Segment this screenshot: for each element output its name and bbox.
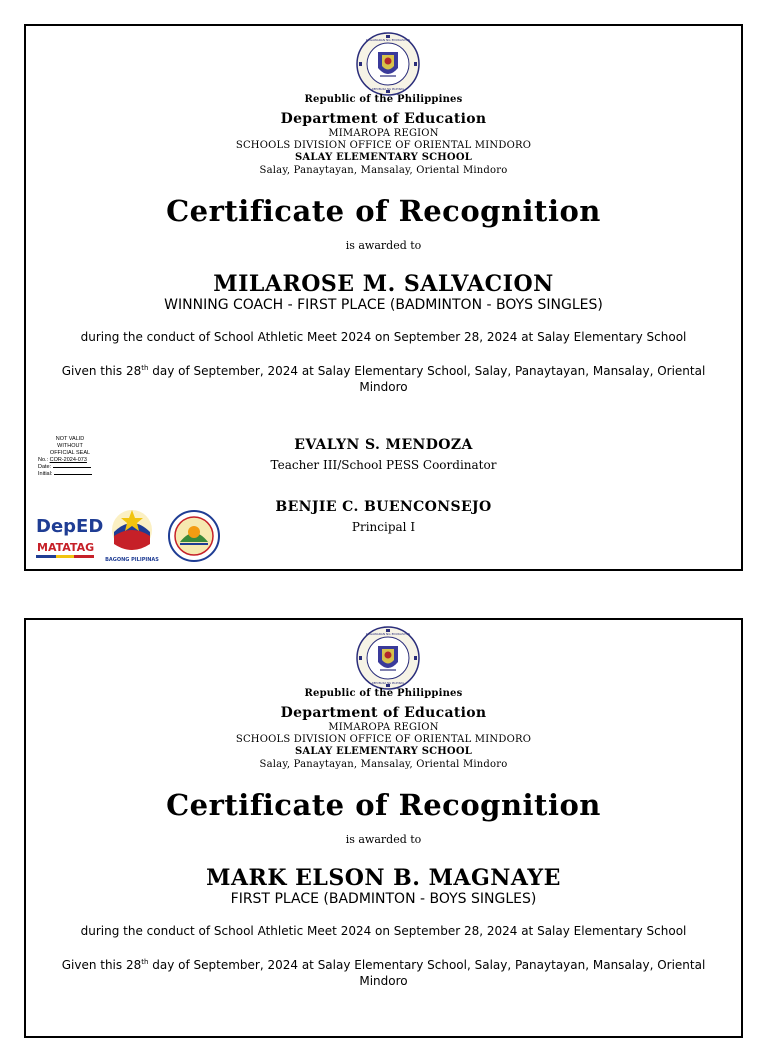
validity-date-label: Date:: [38, 464, 52, 470]
validity-line-2: WITHOUT: [57, 443, 83, 449]
school-name: SALAY ELEMENTARY SCHOOL: [295, 746, 472, 757]
deped-seal-icon: [356, 626, 420, 690]
republic-label: Republic of the Philippines: [304, 688, 463, 699]
certificate-title: Certificate of Recognition: [166, 194, 601, 228]
deped-logo-text: DepED: [36, 516, 104, 537]
matatag-logo-text: MATATAG: [37, 541, 95, 554]
award-title: WINNING COACH - FIRST PLACE (BADMINTON - BOYS SINGLES): [164, 297, 603, 313]
given-ordinal: th: [141, 958, 149, 966]
event-line: during the conduct of School Athletic Meet 2024 on September 28, 2024 at Salay Elementary School: [80, 330, 687, 344]
given-ordinal: th: [141, 364, 149, 372]
deped-seal-icon: [356, 32, 420, 96]
division-label: SCHOOLS DIVISION OFFICE OF ORIENTAL MINDORO: [235, 140, 532, 151]
school-address: Salay, Panaytayan, Mansalay, Oriental Mindoro: [259, 165, 508, 176]
seal-text-bottom: REPUBLIKA NG PILIPINAS: [371, 88, 405, 91]
school-address: Salay, Panaytayan, Mansalay, Oriental Mindoro: [259, 759, 508, 770]
certificate-title: Certificate of Recognition: [166, 788, 601, 822]
validity-initial-label: Initial:: [38, 471, 53, 477]
validity-initial-line: [54, 474, 92, 475]
given-suffix: day of September, 2024 at Salay Elementary School, Salay, Panaytayan, Mansalay, Oriental Mindoro: [148, 364, 706, 394]
given-line: [26, 954, 741, 989]
recipient-name: MARK ELSON B. MAGNAYE: [206, 865, 561, 891]
seal-text-top: KAGAWARAN NG EDUKASYON: [365, 38, 411, 42]
event-line: during the conduct of School Athletic Meet 2024 on September 28, 2024 at Salay Elementary School: [80, 924, 687, 938]
region-label: MIMAROPA REGION: [328, 128, 439, 139]
validity-number-label: No.:: [38, 457, 49, 463]
signatory-1-name: EVALYN S. MENDOZA: [294, 437, 473, 453]
department-name: Department of Education: [280, 705, 487, 721]
bagong-pilipinas-logo-icon: [105, 510, 159, 563]
certificate-1: [24, 24, 743, 571]
signatory-2-name: BENJIE C. BUENCONSEJO: [275, 499, 492, 515]
given-suffix: day of September, 2024 at Salay Elementary School, Salay, Panaytayan, Mansalay, Oriental Mindoro: [148, 958, 706, 988]
awarded-to-label: is awarded to: [345, 239, 422, 252]
given-prefix: Given this 28: [61, 958, 142, 972]
certificate-2: [24, 618, 743, 1038]
school-logo-icon: [169, 511, 219, 561]
seal-text-bottom: REPUBLIKA NG PILIPINAS: [371, 682, 405, 685]
validity-line-3: OFFICIAL SEAL: [49, 450, 91, 456]
validity-initial-row: [38, 471, 128, 478]
validity-number-value: COR-2024-073: [49, 457, 87, 463]
validity-line-1: NOT VALID: [55, 436, 85, 442]
recipient-name: MILAROSE M. SALVACION: [213, 271, 554, 297]
signatory-1-position: Teacher III/School PESS Coordinator: [270, 458, 497, 472]
seal-text-top: KAGAWARAN NG EDUKASYON: [365, 632, 411, 636]
given-prefix: Given this 28: [61, 364, 142, 378]
given-line: [26, 360, 741, 395]
bagong-pilipinas-label: BAGONG PILIPINAS: [105, 557, 159, 563]
department-name: Department of Education: [280, 111, 487, 127]
division-label: SCHOOLS DIVISION OFFICE OF ORIENTAL MINDORO: [235, 734, 532, 745]
school-name: SALAY ELEMENTARY SCHOOL: [295, 152, 472, 163]
awarded-to-label: is awarded to: [345, 833, 422, 846]
signatory-2-position: Principal I: [351, 520, 416, 534]
republic-label: Republic of the Philippines: [304, 94, 463, 105]
region-label: MIMAROPA REGION: [328, 722, 439, 733]
award-title: FIRST PLACE (BADMINTON - BOYS SINGLES): [230, 891, 537, 907]
